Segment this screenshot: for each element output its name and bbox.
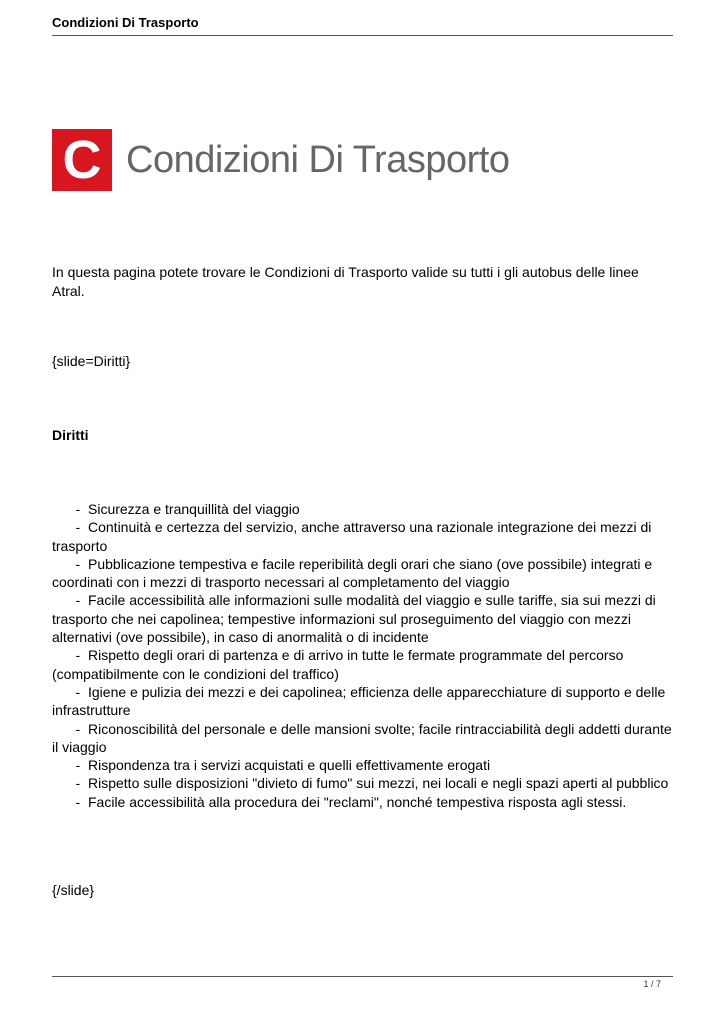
header-divider xyxy=(52,35,673,36)
list-item-text: Continuità e certezza del servizio, anche attraverso una razionale integrazione dei mezzi di trasporto xyxy=(52,519,652,554)
title-banner xyxy=(52,129,509,191)
bullet-dash: - xyxy=(75,555,88,572)
brand-logo-icon: C xyxy=(52,129,112,191)
list-item-text: Pubblicazione tempestiva e facile reperibilità degli orari che siano (ove possibile) integrati e coordinati con i mezzi di trasporto necessari al completamento del viaggio xyxy=(52,555,653,591)
bullet-dash: - xyxy=(75,519,88,536)
bullet-dash: - xyxy=(75,647,88,664)
list-item xyxy=(52,555,674,592)
bullet-dash: - xyxy=(75,683,88,700)
bullet-dash: - xyxy=(75,501,88,517)
list-item xyxy=(52,683,674,720)
bullet-dash: - xyxy=(75,793,88,810)
list-item xyxy=(52,646,674,683)
list-item xyxy=(52,793,674,811)
list-item xyxy=(52,591,674,646)
list-item xyxy=(52,774,674,792)
slide-close-tag: {/slide} xyxy=(52,882,95,898)
list-item-text: Rispetto degli orari di partenza e di arrivo in tutte le fermate programmate del percorso (compatibilmente con le condizioni del traffico) xyxy=(52,647,624,682)
list-item-text: Facile accessibilità alla procedura dei "reclami", nonché tempestiva risposta agli stessi. xyxy=(88,793,627,810)
footer-divider xyxy=(52,976,673,977)
list-item-text: Igiene e pulizia dei mezzi e dei capolinea; efficienza delle apparecchiature di supporto e delle infrastrutture xyxy=(52,683,666,719)
section-title: Diritti xyxy=(52,427,89,443)
rights-list xyxy=(52,500,674,811)
bullet-dash: - xyxy=(75,720,88,737)
list-item-text: Rispondenza tra i servizi acquistati e quelli effettivamente erogati xyxy=(88,757,491,774)
slide-open-tag: {slide=Diritti} xyxy=(52,353,131,369)
list-item xyxy=(52,720,674,757)
list-item-text: Riconoscibilità del personale e delle mansioni svolte; facile rintracciabilità degli addetti durante il viaggio xyxy=(52,720,672,755)
running-header: Condizioni Di Trasporto xyxy=(52,15,199,30)
bullet-dash: - xyxy=(75,592,88,609)
banner-title: Condizioni Di Trasporto xyxy=(126,139,510,181)
list-item xyxy=(52,500,674,518)
list-item xyxy=(52,756,674,774)
intro-paragraph: In questa pagina potete trovare le Condizioni di Trasporto valide su tutti i gli autobus delle linee Atral. xyxy=(52,264,639,299)
bullet-dash: - xyxy=(75,775,88,792)
page-number: 1 / 7 xyxy=(643,979,661,989)
list-item-text: Rispetto sulle disposizioni "divieto di fumo" sui mezzi, nei locali e negli spazi aperti al pubblico xyxy=(88,775,669,792)
bullet-dash: - xyxy=(75,757,88,774)
list-item-text: Sicurezza e tranquillità del viaggio xyxy=(88,501,300,517)
list-item-text: Facile accessibilità alle informazioni sulle modalità del viaggio e sulle tariffe, sia sui mezzi di trasporto che nei capolinea; tempestive informazioni sul proseguimento del viaggio con mezzi alternativi (ove possibile), in caso di anormalità o di incidente xyxy=(52,592,656,646)
list-item xyxy=(52,518,674,555)
